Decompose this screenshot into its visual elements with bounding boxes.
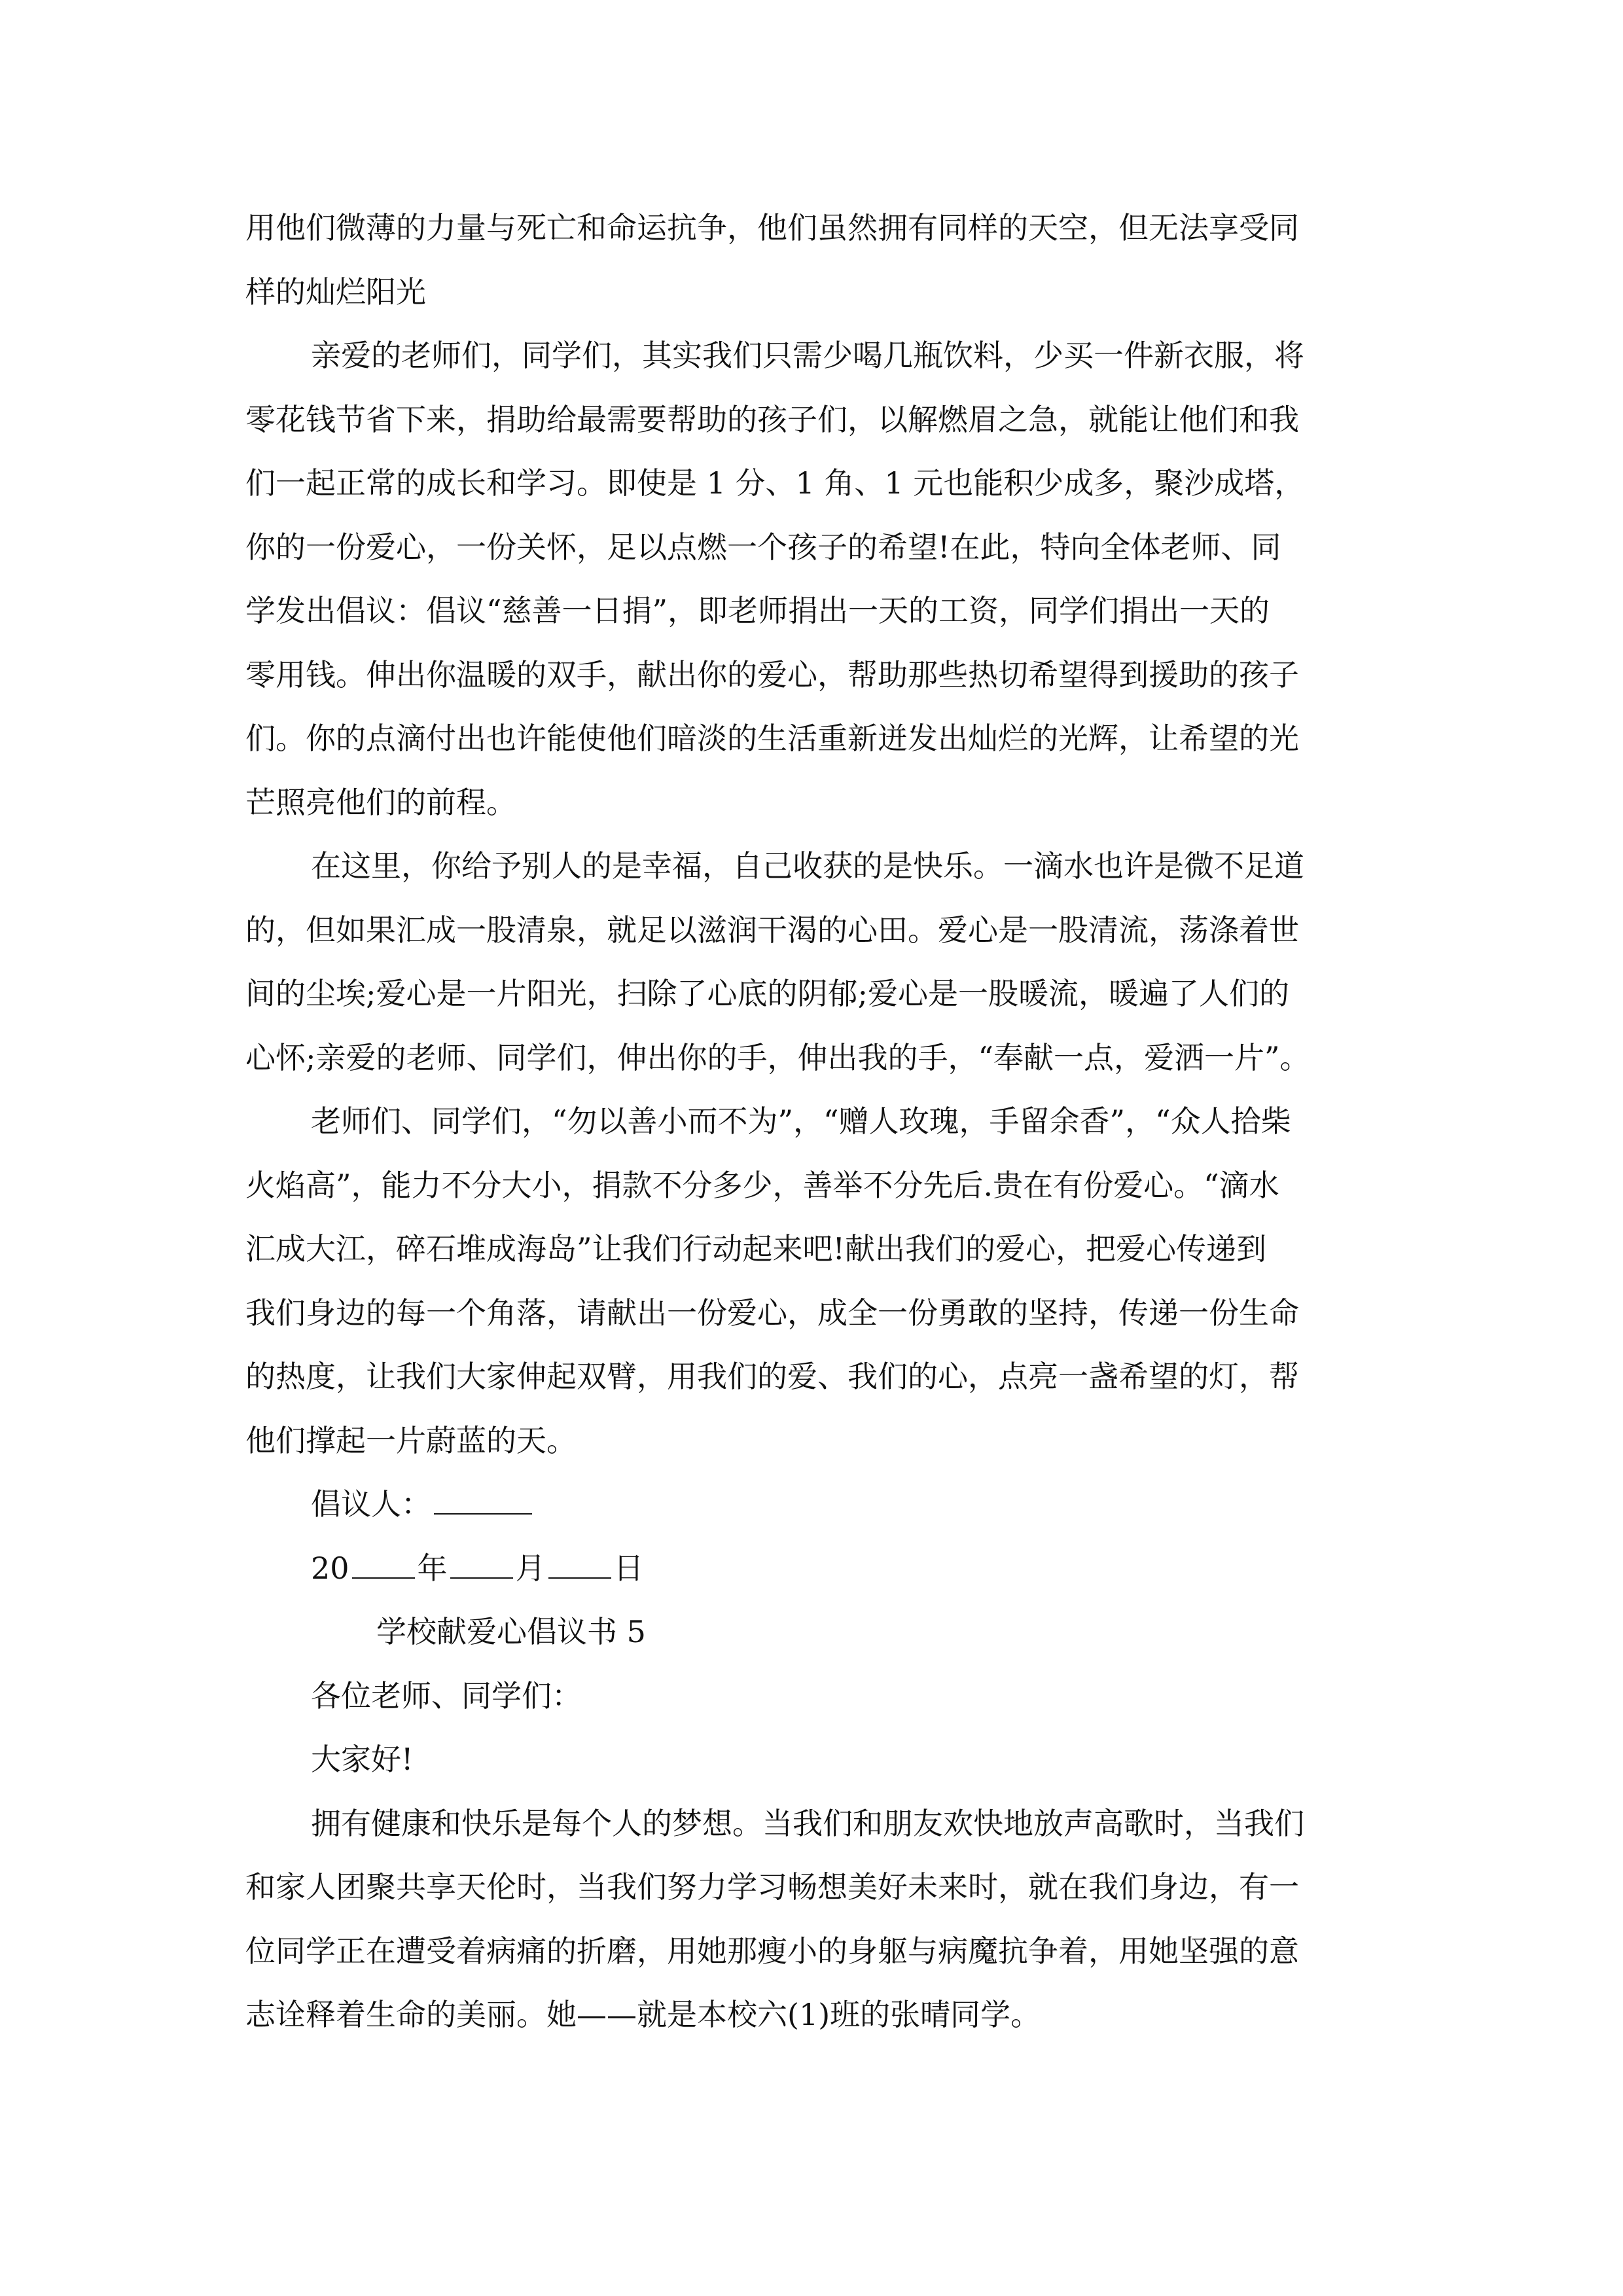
- text-line: 汇成大江，碎石堆成海岛”让我们行动起来吧!献出我们的爱心，把爱心传递到: [245, 1231, 1267, 1266]
- text-line: 在这里，你给予别人的是幸福，自己收获的是快乐。一滴水也许是微不足道: [311, 848, 1304, 884]
- text-line: 零用钱。伸出你温暖的双手，献出你的爱心，帮助那些热切希望得到援助的孩子: [245, 656, 1299, 692]
- month-label: 月: [515, 1550, 546, 1586]
- salutation: 各位老师、同学们：: [311, 1677, 582, 1713]
- date-line: [245, 1537, 1387, 1601]
- text-line: 老师们、同学们，“勿以善小而不为”，“赠人玫瑰，手留余香”，“众人拾柴: [311, 1103, 1291, 1139]
- text-line: 拥有健康和快乐是每个人的梦想。当我们和朋友欢快地放声高歌时，当我们: [311, 1805, 1304, 1841]
- text-line: 火焰高”，能力不分大小，捐款不分多少，善举不分先后.贵在有份爱心。“滴水: [245, 1167, 1279, 1203]
- signature-blank: [434, 1483, 532, 1515]
- greeting: 大家好!: [311, 1742, 414, 1777]
- document-body: [245, 196, 1387, 2047]
- text-line: 的热度，让我们大家伸起双臂，用我们的爱、我们的心，点亮一盏希望的灯，帮: [245, 1359, 1299, 1394]
- text-line: 芒照亮他们的前程。: [245, 784, 516, 820]
- text-line: 心怀;亲爱的老师、同学们，伸出你的手，伸出我的手，“奉献一点，爱洒一片”。: [245, 1039, 1310, 1075]
- day-blank: [548, 1547, 611, 1579]
- day-label: 日: [613, 1550, 644, 1586]
- text-line: 样的灿烂阳光: [245, 274, 426, 310]
- signature-label: 倡议人：: [311, 1486, 431, 1522]
- text-line: 们一起正常的成长和学习。即使是 1 分、1 角、1 元也能积少成多，聚沙成塔，: [245, 465, 1305, 501]
- text-line: 他们撑起一片蔚蓝的天。: [245, 1422, 577, 1458]
- text-line: 的，但如果汇成一股清泉，就足以滋润干渴的心田。爱心是一股清流，荡涤着世: [245, 912, 1299, 948]
- text-line: 间的尘埃;爱心是一片阳光，扫除了心底的阴郁;爱心是一股暖流，暖遍了人们的: [245, 976, 1289, 1011]
- text-line: 你的一份爱心，一份关怀，足以点燃一个孩子的希望!在此，特向全体老师、同: [245, 529, 1281, 565]
- text-line: 位同学正在遭受着病痛的折磨，用她那瘦小的身躯与病魔抗争着，用她坚强的意: [245, 1933, 1299, 1969]
- text-line: 用他们微薄的力量与死亡和命运抗争，他们虽然拥有同样的天空，但无法享受同: [245, 210, 1299, 245]
- text-line: 和家人团聚共享天伦时，当我们努力学习畅想美好未来时，就在我们身边，有一: [245, 1869, 1299, 1905]
- text-line: 零花钱节省下来，捐助给最需要帮助的孩子们，以解燃眉之急，就能让他们和我: [245, 401, 1299, 437]
- date-prefix: 20: [311, 1550, 349, 1586]
- text-line: 亲爱的老师们，同学们，其实我们只需少喝几瓶饮料，少买一件新衣服，将: [311, 338, 1304, 373]
- signature-line: [245, 1473, 1387, 1537]
- text-line: 我们身边的每一个角落，请献出一份爱心，成全一份勇敢的坚持，传递一份生命: [245, 1295, 1299, 1331]
- year-label: 年: [417, 1550, 448, 1586]
- month-blank: [450, 1547, 513, 1579]
- year-blank: [352, 1547, 415, 1579]
- text-line: 们。你的点滴付出也许能使他们暗淡的生活重新迸发出灿烂的光辉，让希望的光: [245, 721, 1299, 756]
- text-line: 志诠释着生命的美丽。她——就是本校六(1)班的张晴同学。: [245, 1997, 1041, 2032]
- section-title: 学校献爱心倡议书 5: [376, 1614, 646, 1649]
- text-line: 学发出倡议：倡议“慈善一日捐”，即老师捐出一天的工资，同学们捐出一天的: [245, 593, 1270, 628]
